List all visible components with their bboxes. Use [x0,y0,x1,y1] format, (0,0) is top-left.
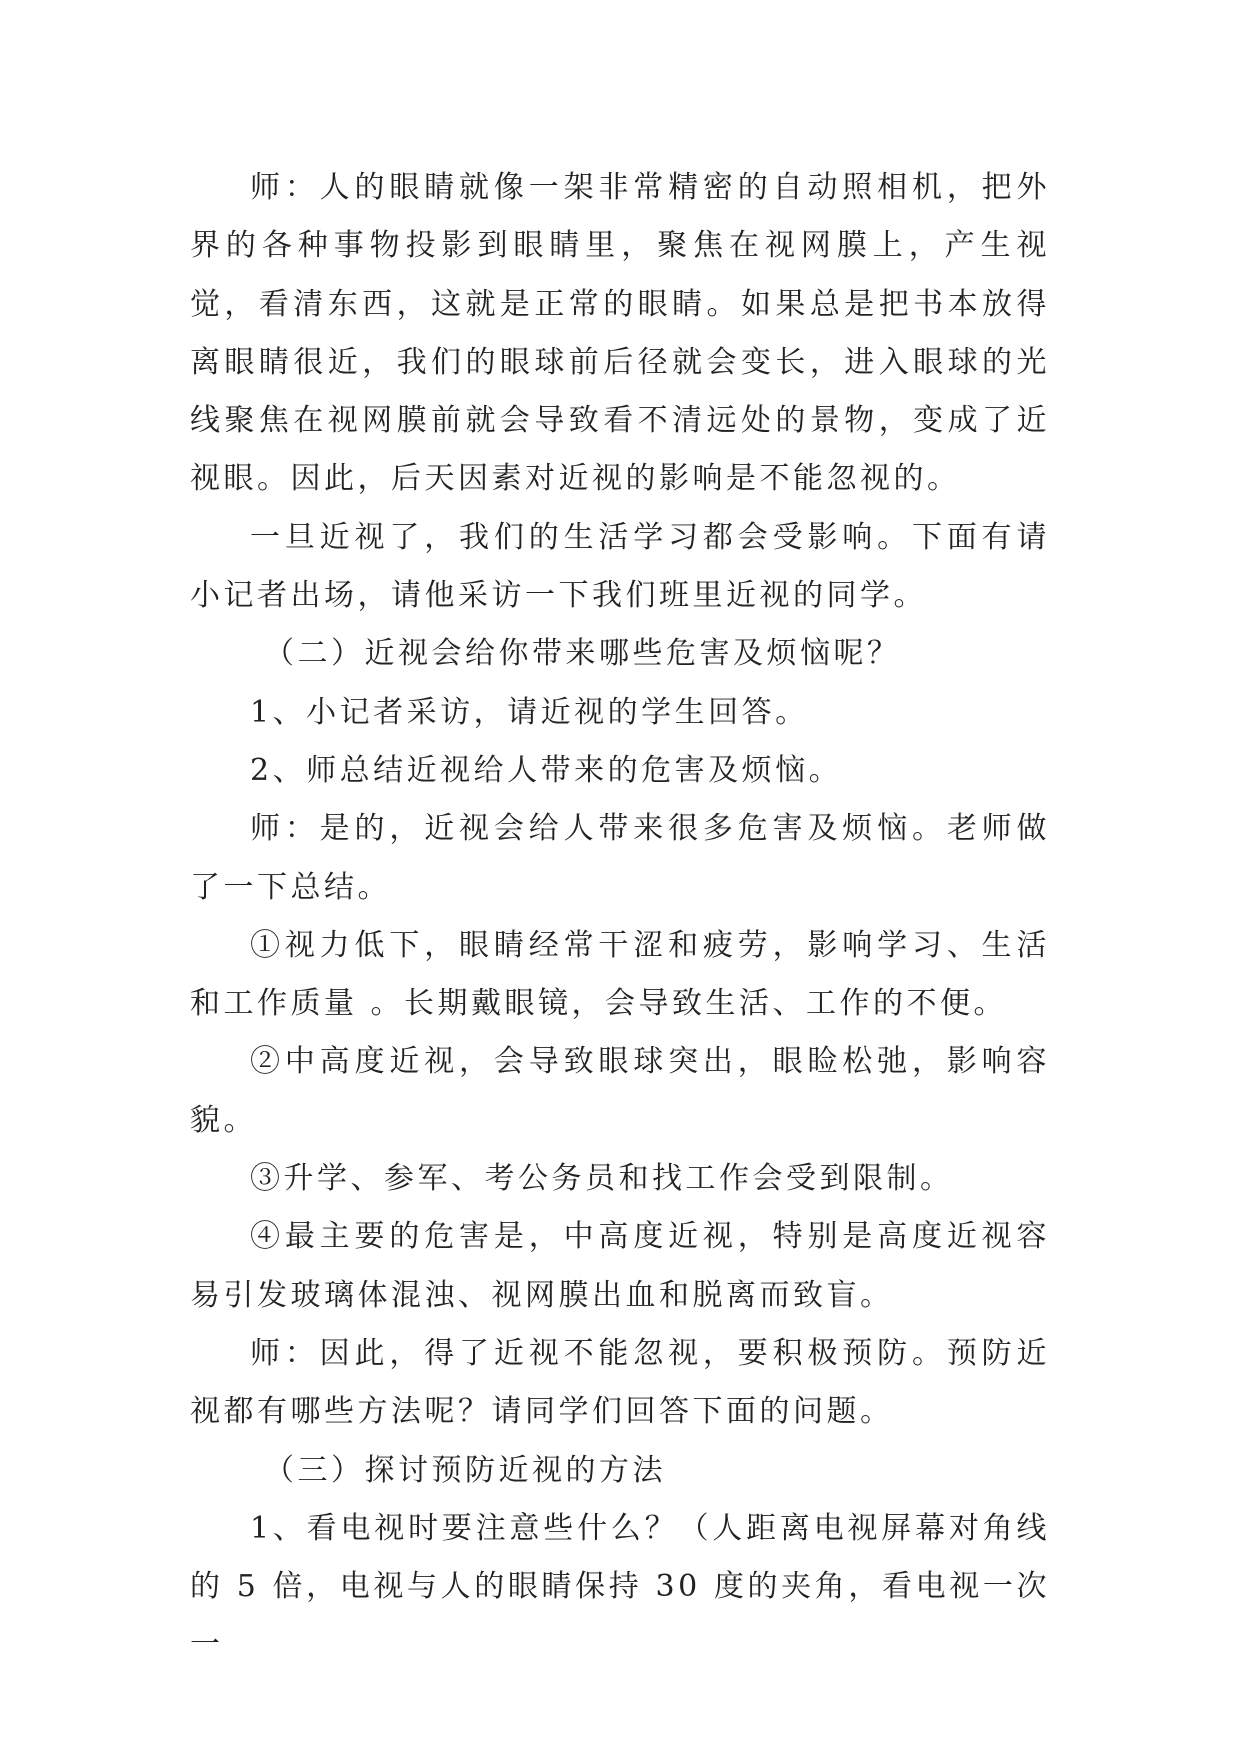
harm-item-1: ①视力低下，眼睛经常干涩和疲劳，影响学习、生活和工作质量 。长期戴眼镜，会导致生活、工作的不便。 [190,927,1050,1022]
paragraph-teacher-prevention: 师：因此，得了近视不能忽视，要积极预防。预防近视都有哪些方法呢？请同学们回答下面的问题。 [190,1335,1050,1430]
harm-item-3: ③升学、参军、考公务员和找工作会受到限制。 [250,1161,954,1197]
section-heading-3: （三）探讨预防近视的方法 [264,1452,666,1488]
document-body [190,159,1050,1675]
list-item-2: 2、师总结近视给人带来的危害及烦恼。 [250,752,843,788]
paragraph-reporter-intro: 一旦近视了，我们的生活学习都会受影响。下面有请小记者出场，请他采访一下我们班里近视的同学。 [190,519,1050,614]
section-heading-2: （二）近视会给你带来哪些危害及烦恼呢？ [264,636,901,672]
list-item-1: 1、小记者采访，请近视的学生回答。 [250,694,809,730]
harm-item-4: ④最主要的危害是，中高度近视，特别是高度近视容易引发玻璃体混浊、视网膜出血和脱离而致盲。 [190,1219,1050,1313]
paragraph-teacher-eye-camera: 师：人的眼睛就像一架非常精密的自动照相机，把外界的各种事物投影到眼睛里，聚焦在视网膜上，产生视觉，看清东西，这就是正常的眼睛。如果总是把书本放得离眼睛很近，我们的眼球前后径就会变长，进入眼球的光线聚焦在视网膜前就会导致看不清远处的景物，变成了近视眼。因此，后天因素对近视的影响是不能忽视的。 [190,170,1050,497]
paragraph-teacher-summary: 师：是的，近视会给人带来很多危害及烦恼。老师做了一下总结。 [190,811,1050,905]
list-item-tv: 1、看电视时要注意些什么？（人距离电视屏幕对角线的 5 倍，电视与人的眼睛保持 30 度的夹角，看电视一次一 [190,1510,1050,1663]
harm-item-2: ②中高度近视，会导致眼球突出，眼睑松弛，影响容貌。 [190,1044,1050,1138]
